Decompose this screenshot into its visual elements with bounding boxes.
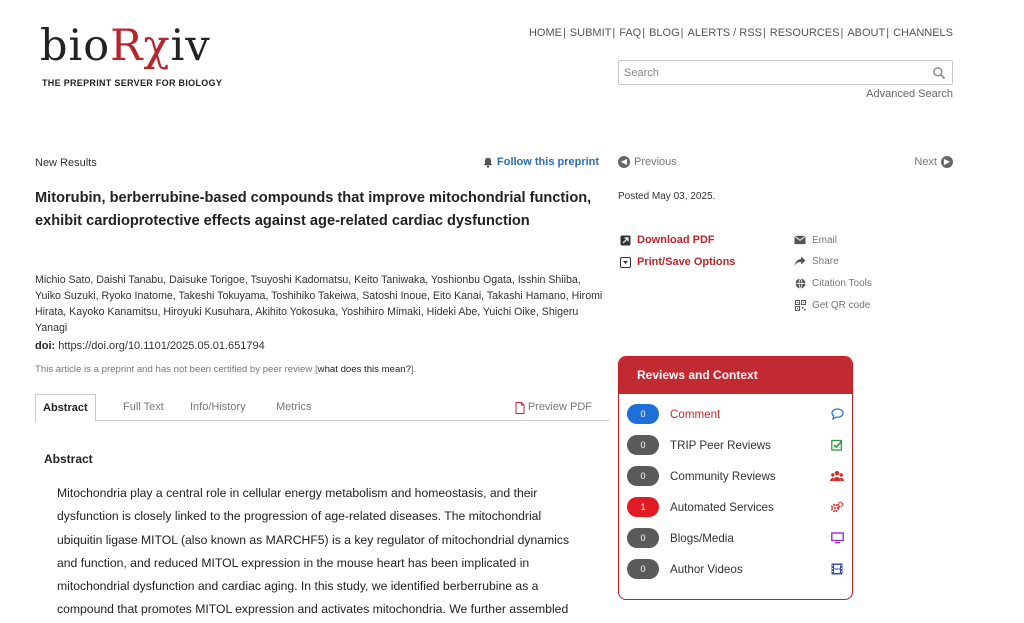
what-does-this-mean-link[interactable]: what does this mean?	[317, 364, 411, 375]
nav-resources[interactable]: RESOURCES	[769, 27, 840, 39]
doi-line	[35, 340, 265, 352]
search-icon[interactable]	[932, 66, 946, 80]
biorxiv-logo[interactable]	[40, 21, 223, 88]
previous-link[interactable]	[618, 156, 677, 168]
download-icon	[619, 234, 631, 246]
nav-blog[interactable]: BLOG	[649, 27, 680, 39]
review-label: TRIP Peer Reviews	[670, 438, 771, 452]
arrow-left-icon: ◀	[618, 156, 630, 168]
download-pdf-button[interactable]	[619, 234, 715, 246]
doi-link[interactable]: https://doi.org/10.1101/2025.05.01.651794	[58, 340, 265, 352]
notice-text: This article is a preprint and has not been certified by peer review [	[35, 364, 318, 375]
nav-about[interactable]: ABOUT	[847, 27, 886, 39]
abstract-line: dysfunction is closely linked to the progression of age-related diseases. The mitochondrial	[57, 509, 542, 524]
doi-label: doi:	[35, 340, 56, 352]
advanced-search-link[interactable]: Advanced Search	[866, 88, 953, 100]
nav-separator: |	[562, 27, 566, 39]
count-badge: 0	[627, 466, 659, 486]
nav-alerts-rss[interactable]: ALERTS / RSS	[687, 27, 762, 39]
email-link[interactable]	[794, 234, 837, 246]
notice-suffix: ].	[410, 364, 417, 375]
tab-metrics[interactable]: Metrics	[276, 401, 312, 413]
review-label: Comment	[670, 407, 721, 421]
search-box	[618, 60, 953, 85]
tab-full-text[interactable]: Full Text	[123, 401, 164, 413]
review-row-trip[interactable]	[627, 435, 844, 455]
arrow-right-icon: ▶	[941, 156, 953, 168]
review-row-blogs[interactable]	[627, 528, 844, 548]
count-badge: 1	[627, 497, 659, 517]
nav-faq[interactable]: FAQ	[619, 27, 642, 39]
review-label: Blogs/Media	[670, 531, 734, 545]
follow-label: Follow this preprint	[497, 156, 600, 168]
envelope-icon	[794, 234, 806, 246]
count-badge: 0	[627, 528, 659, 548]
preview-pdf-label: Preview PDF	[527, 401, 592, 413]
posted-date: Posted May 03, 2025.	[618, 191, 716, 202]
top-navigation	[529, 27, 953, 39]
article-tabs	[35, 394, 609, 421]
logo-part-rx: Rχ	[110, 21, 171, 71]
previous-label: Previous	[634, 156, 677, 168]
logo-part-iv: iv	[170, 21, 211, 71]
citation-tools-link[interactable]	[794, 277, 872, 289]
review-row-automated[interactable]	[627, 497, 844, 517]
abstract-line: and function, and reduced MITOL expression in the mouse heart has been implicated in	[57, 555, 530, 570]
download-pdf-label: Download PDF	[637, 234, 715, 246]
speech-bubble-icon	[830, 407, 844, 421]
abstract-line: Mitochondria play a central role in cellular energy metabolism and homeostasis, and their	[57, 486, 538, 500]
bell-icon	[483, 157, 493, 168]
review-row-videos[interactable]	[627, 559, 844, 579]
share-label: Share	[812, 255, 839, 267]
globe-icon	[794, 277, 806, 289]
share-arrow-icon	[794, 255, 806, 267]
print-save-label: Print/Save Options	[637, 256, 736, 268]
tab-info-history[interactable]: Info/History	[190, 401, 246, 413]
follow-preprint-link[interactable]	[483, 156, 599, 168]
logo-tagline: THE PREPRINT SERVER FOR BIOLOGY	[42, 78, 223, 88]
monitor-icon	[830, 531, 844, 545]
next-label: Next	[914, 156, 937, 168]
count-badge: 0	[627, 435, 659, 455]
review-label: Author Videos	[670, 562, 743, 576]
abstract-line: mitochondrial dysfunction and cardiac aging. In this study, we identified berberrubine as a	[57, 579, 539, 594]
abstract-line: ubiquitin ligase MITOL (also known as MARCHF5) is a key regulator of mitochondrial dynamics	[57, 532, 570, 547]
reviews-context-header: Reviews and Context	[619, 357, 852, 394]
review-label: Automated Services	[670, 500, 774, 514]
author-list[interactable]: Michio Sato, Daishi Tanabu, Daisuke Torigoe, Tsuyoshi Kadomatsu, Keito Taniwaka, Yoshionbu Ogata, Isshin Shiiba, Yuiko Suzuki, Ryoko Inatome, Takeshi Tokuyama, Toshihiko Takeiwa, Satoshi Inoue, Eito Kanai, Takashi Hamano, Hiromi Hirata, Kayoko Kanamitsu, Hiroyuki Kusuhara, Akihito Yokosuka, Yoshihiro Mimaki, Hideki Abe, Yuichi Oike, Shigeru Yanagi	[35, 274, 603, 334]
abstract-heading: Abstract	[44, 452, 93, 466]
abstract-body	[57, 482, 597, 622]
print-save-options-button[interactable]	[619, 256, 735, 268]
checkbox-icon	[830, 438, 844, 452]
share-link[interactable]	[794, 255, 839, 267]
nav-separator: |	[762, 27, 766, 39]
qr-code-link[interactable]	[794, 299, 870, 311]
citation-tools-label: Citation Tools	[812, 277, 872, 289]
review-label: Community Reviews	[670, 469, 776, 483]
peer-review-notice	[35, 364, 416, 375]
search-input[interactable]	[619, 61, 919, 84]
reviews-context-panel	[618, 356, 853, 600]
nav-home[interactable]: HOME	[528, 27, 562, 39]
nav-separator: |	[680, 27, 684, 39]
film-icon	[830, 562, 844, 576]
tab-abstract[interactable]: Abstract	[35, 394, 96, 422]
pdf-file-icon	[515, 402, 525, 414]
nav-separator: |	[886, 27, 890, 39]
review-row-comment[interactable]	[627, 404, 844, 424]
logo-wordmark	[40, 21, 222, 71]
qr-code-label: Get QR code	[812, 299, 871, 311]
count-badge: 0	[627, 559, 659, 579]
dropdown-icon	[619, 256, 631, 268]
nav-submit[interactable]: SUBMIT	[569, 27, 612, 39]
preview-pdf-link[interactable]	[515, 394, 592, 421]
nav-separator: |	[612, 27, 616, 39]
users-icon	[830, 469, 844, 483]
email-label: Email	[812, 234, 838, 246]
article-title: Mitorubin, berberrubine-based compounds that improve mitochondrial function, exhibit cardioprotective effects against age-related cardiac dysfunction	[35, 190, 592, 229]
count-badge: 0	[627, 404, 659, 424]
nav-channels[interactable]: CHANNELS	[893, 27, 953, 39]
abstract-line: compound that promotes MITOL expression and activates mitochondria. We further assembled	[57, 602, 569, 617]
nav-separator: |	[642, 27, 646, 39]
review-row-community[interactable]	[627, 466, 844, 486]
qr-code-icon	[794, 299, 806, 311]
next-link[interactable]	[914, 156, 953, 168]
logo-part-bio: bio	[40, 21, 111, 71]
nav-separator: |	[840, 27, 844, 39]
gears-icon	[830, 500, 844, 514]
article-section-label: New Results	[35, 157, 97, 169]
